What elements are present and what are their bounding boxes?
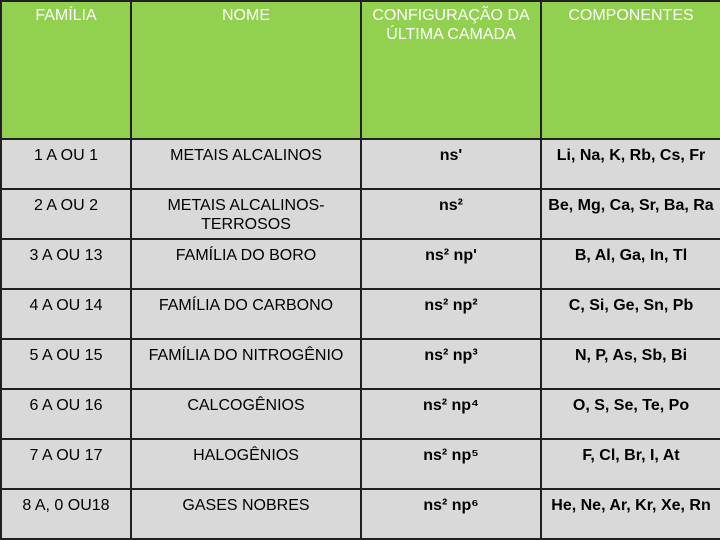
cell-componentes: C, Si, Ge, Sn, Pb (541, 289, 720, 339)
header-configuracao: CONFIGURAÇÃO DA ÚLTIMA CAMADA (361, 1, 541, 139)
table-row (1, 489, 720, 539)
header-componentes: COMPONENTES (541, 1, 720, 139)
cell-config: ns² np² (361, 289, 541, 339)
header-row (1, 1, 720, 139)
cell-nome: FAMÍLIA DO NITROGÊNIO (131, 339, 361, 389)
cell-familia: 1 A OU 1 (1, 139, 131, 189)
cell-componentes: Li, Na, K, Rb, Cs, Fr (541, 139, 720, 189)
cell-config: ns² np³ (361, 339, 541, 389)
table-row (1, 439, 720, 489)
cell-familia: 6 A OU 16 (1, 389, 131, 439)
table-row (1, 289, 720, 339)
cell-familia: 7 A OU 17 (1, 439, 131, 489)
cell-config: ns' (361, 139, 541, 189)
cell-familia: 5 A OU 15 (1, 339, 131, 389)
header-familia: FAMÍLIA (1, 1, 131, 139)
cell-config: ns² np⁶ (361, 489, 541, 539)
table-row (1, 339, 720, 389)
table-row (1, 189, 720, 239)
cell-config: ns² np⁴ (361, 389, 541, 439)
cell-componentes: B, Al, Ga, In, Tl (541, 239, 720, 289)
cell-componentes: O, S, Se, Te, Po (541, 389, 720, 439)
cell-nome: FAMÍLIA DO BORO (131, 239, 361, 289)
header-nome: NOME (131, 1, 361, 139)
cell-config: ns² (361, 189, 541, 239)
cell-componentes: F, Cl, Br, I, At (541, 439, 720, 489)
cell-familia: 4 A OU 14 (1, 289, 131, 339)
cell-config: ns² np⁵ (361, 439, 541, 489)
cell-familia: 8 A, 0 OU18 (1, 489, 131, 539)
table-row (1, 389, 720, 439)
cell-componentes: He, Ne, Ar, Kr, Xe, Rn (541, 489, 720, 539)
cell-nome: FAMÍLIA DO CARBONO (131, 289, 361, 339)
cell-config: ns² np' (361, 239, 541, 289)
cell-componentes: Be, Mg, Ca, Sr, Ba, Ra (541, 189, 720, 239)
cell-nome: CALCOGÊNIOS (131, 389, 361, 439)
cell-nome: METAIS ALCALINOS (131, 139, 361, 189)
table-row (1, 139, 720, 189)
cell-componentes: N, P, As, Sb, Bi (541, 339, 720, 389)
cell-nome: METAIS ALCALINOS-TERROSOS (131, 189, 361, 239)
cell-familia: 3 A OU 13 (1, 239, 131, 289)
cell-nome: HALOGÊNIOS (131, 439, 361, 489)
cell-nome: GASES NOBRES (131, 489, 361, 539)
cell-familia: 2 A OU 2 (1, 189, 131, 239)
table-row (1, 239, 720, 289)
